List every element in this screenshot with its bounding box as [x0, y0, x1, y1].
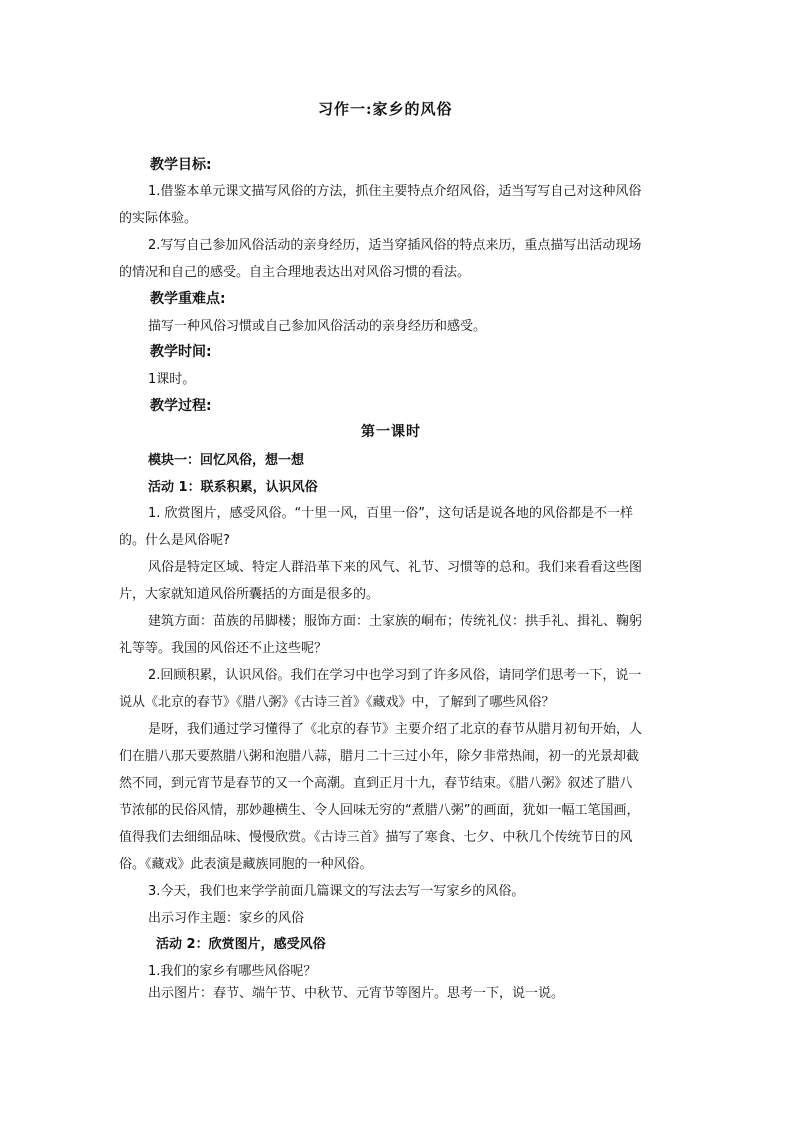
paragraph-line: 风俗是特定区域、特定人群沿革下来的风气、礼节、习惯等的总和。我们来看看这些图	[148, 560, 643, 575]
paragraph-line: 描写一种风俗习惯或自己参加风俗活动的亲身经历和感受。	[148, 319, 487, 334]
heading-goals: 教学目标:	[150, 157, 212, 173]
lesson-title: 第一课时	[361, 424, 421, 440]
paragraph-line: 1.我们的家乡有哪些风俗呢？	[148, 964, 317, 979]
activity-heading: 活动 2：欣赏图片，感受风俗	[156, 937, 326, 952]
paragraph-line: 1课时。	[148, 372, 196, 387]
paragraph-line: 片，大家就知道风俗所囊括的方面是很多的。	[119, 587, 380, 602]
paragraph-line: 然不同，到元宵节是春节的又一个高潮。直到正月十九，春节结束。《腊八粥》叙述了腊八	[119, 776, 633, 791]
heading-time: 教学时间:	[150, 344, 212, 360]
paragraph-line: 1.借鉴本单元课文描写风俗的方法，抓住主要特点介绍风俗，适当写写自己对这种风俗	[148, 184, 642, 199]
paragraph-line: 3.今天，我们也来学学前面几篇课文的写法去写一写家乡的风俗。	[148, 884, 525, 899]
paragraph-line: 节浓郁的民俗风情，那妙趣横生、令人回味无穷的“煮腊八粥”的画面，犹如一幅工笔国画，	[119, 803, 640, 818]
heading-keypoints: 教学重难点:	[150, 291, 226, 307]
paragraph-line: 俗。《藏戏》此表演是藏族同胞的一种风俗。	[119, 857, 373, 872]
module-heading: 模块一：回忆风俗，想一想	[148, 453, 305, 468]
paragraph-line: 建筑方面：苗族的吊脚楼；服饰方面：土家族的峒布；传统礼仪：拱手礼、揖礼、鞠躬	[148, 614, 643, 629]
paragraph-line: 礼等等。我国的风俗还不止这些呢？	[119, 641, 328, 656]
activity-heading: 活动 1：联系积累，认识风俗	[148, 480, 318, 495]
paragraph-line: 出示图片：春节、端午节、中秋节、元宵节等图片。思考一下，说一说。	[148, 986, 565, 1001]
paragraph-line: 是呀，我们通过学习懂得了《北京的春节》主要介绍了北京的春节从腊月初旬开始，人	[148, 722, 643, 737]
paragraph-line: 说从《北京的春节》《腊八粥》《古诗三首》《藏戏》中，了解到了哪些风俗？	[119, 695, 555, 710]
document-title: 习作一:家乡的风俗	[318, 100, 453, 118]
paragraph-line: 的情况和自己的感受。自主合理地表达出对风俗习惯的看法。	[119, 265, 471, 280]
paragraph-line: 们在腊八那天要熬腊八粥和泡腊八蒜，腊月二十三过小年，除夕非常热闹，初一的光景却截	[119, 749, 640, 764]
paragraph-line: 的。什么是风俗呢?	[119, 533, 230, 548]
paragraph-line: 2.写写自己参加风俗活动的亲身经历，适当穿插风俗的特点来历，重点描写出活动现场	[148, 238, 642, 253]
paragraph-line: 2.回顾积累，认识风俗。我们在学习中也学习到了许多风俗，请同学们思考一下，说一	[148, 668, 642, 683]
heading-process: 教学过程:	[150, 398, 212, 414]
paragraph-line: 出示习作主题：家乡的风俗	[148, 911, 305, 926]
paragraph-line: 值得我们去细细品味、慢慢欣赏。《古诗三首》描写了寒食、七夕、中秋几个传统节日的风	[119, 830, 633, 845]
paragraph-line: 1. 欣赏图片，感受风俗。“十里一风，百里一俗”，这句话是说各地的风俗都是不一样	[148, 506, 634, 521]
paragraph-line: 的实际体验。	[119, 211, 198, 226]
